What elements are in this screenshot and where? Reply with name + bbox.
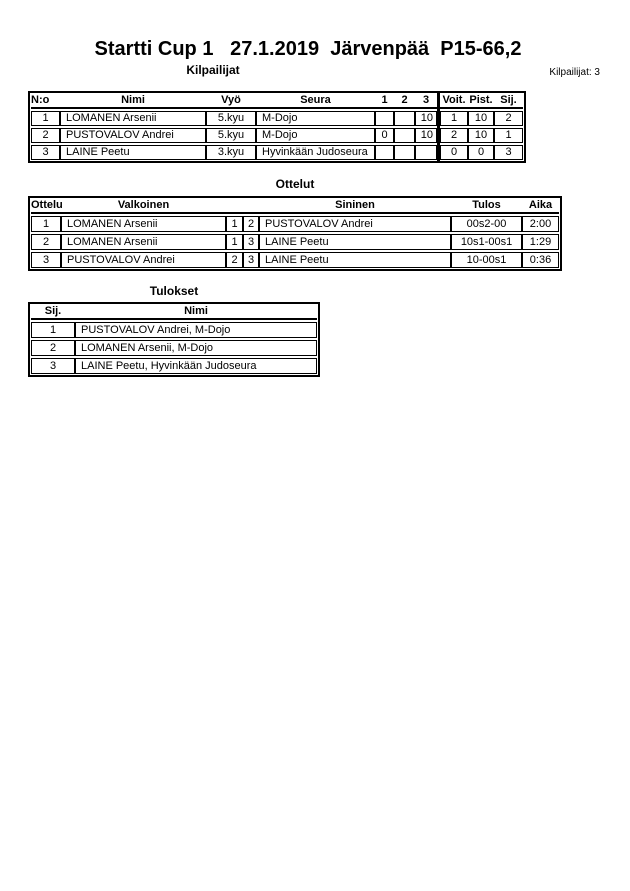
cell-result: 10-00s1 — [451, 252, 522, 268]
cell-blue-name: LAINE Peetu — [259, 252, 451, 268]
cell-white-no: 2 — [226, 252, 243, 268]
col-header-r2: 2 — [401, 94, 408, 106]
cell-match-no: 1 — [31, 216, 61, 232]
cell-place: 2 — [31, 340, 75, 356]
header-gap — [243, 199, 259, 212]
result-row — [31, 358, 317, 374]
cell-blue-no: 3 — [243, 252, 259, 268]
match-row — [31, 234, 559, 250]
cell-time: 0:36 — [522, 252, 559, 268]
cell-name: LOMANEN Arsenii — [60, 111, 206, 126]
results-header-row — [31, 305, 317, 320]
col-header-wins: Voit. — [442, 94, 466, 106]
cell-white-name: LOMANEN Arsenii — [61, 216, 226, 232]
cell-name: PUSTOVALOV Andrei, M-Dojo — [75, 322, 317, 338]
cell-place: 1 — [31, 322, 75, 338]
competitor-row — [31, 128, 523, 143]
cell-r3 — [415, 145, 437, 160]
cell-points: 10 — [468, 111, 494, 126]
matches-header-row — [31, 199, 559, 214]
cell-no: 1 — [31, 111, 60, 126]
cell-white-no: 1 — [226, 234, 243, 250]
header-gap — [226, 199, 243, 212]
cell-belt: 5.kyu — [206, 128, 256, 143]
cell-points: 0 — [468, 145, 494, 160]
cell-r1 — [375, 145, 394, 160]
result-row — [31, 322, 317, 338]
col-header-white: Valkoinen — [117, 199, 170, 211]
page-title: Startti Cup 1 27.1.2019 Järvenpää P15-66,2 — [94, 38, 522, 60]
cell-wins: 1 — [440, 111, 468, 126]
col-header-club: Seura — [300, 94, 331, 106]
matches-section-title: Ottelut — [275, 177, 315, 191]
match-row — [31, 252, 559, 268]
results-section-title: Tulokset — [149, 284, 199, 298]
col-header-no: N:o — [31, 94, 50, 106]
cell-time: 1:29 — [522, 234, 559, 250]
result-row — [31, 340, 317, 356]
col-header-time: Aika — [528, 199, 553, 211]
cell-wins: 0 — [440, 145, 468, 160]
thick-column-divider — [437, 93, 440, 161]
col-header-belt: Vyö — [221, 94, 241, 106]
cell-name: LAINE Peetu, Hyvinkään Judoseura — [75, 358, 317, 374]
cell-place: 1 — [494, 128, 523, 143]
col-header-r3: 3 — [422, 94, 430, 106]
match-row — [31, 216, 559, 232]
cell-club: M-Dojo — [256, 111, 375, 126]
cell-name: LOMANEN Arsenii, M-Dojo — [75, 340, 317, 356]
cell-result: 10s1-00s1 — [451, 234, 522, 250]
cell-belt: 5.kyu — [206, 111, 256, 126]
cell-r3: 10 — [415, 128, 437, 143]
cell-no: 3 — [31, 145, 60, 160]
cell-blue-no: 2 — [243, 216, 259, 232]
cell-time: 2:00 — [522, 216, 559, 232]
col-header-match: Ottelu — [31, 199, 63, 211]
cell-place: 3 — [494, 145, 523, 160]
cell-result: 00s2-00 — [451, 216, 522, 232]
cell-white-name: LOMANEN Arsenii — [61, 234, 226, 250]
matches-table — [28, 196, 562, 271]
cell-wins: 2 — [440, 128, 468, 143]
col-header-place: Sij. — [44, 305, 62, 317]
cell-r2 — [394, 128, 415, 143]
col-header-r1: 1 — [381, 94, 388, 106]
cell-no: 2 — [31, 128, 60, 143]
cell-points: 10 — [468, 128, 494, 143]
competitors-section-title: Kilpailijat — [186, 63, 240, 77]
cell-blue-name: PUSTOVALOV Andrei — [259, 216, 451, 232]
cell-name: PUSTOVALOV Andrei — [60, 128, 206, 143]
cell-white-no: 1 — [226, 216, 243, 232]
col-header-blue: Sininen — [335, 199, 375, 211]
col-header-name: Nimi — [184, 305, 208, 317]
cell-blue-name: LAINE Peetu — [259, 234, 451, 250]
results-table — [28, 302, 320, 377]
cell-match-no: 2 — [31, 234, 61, 250]
col-header-place: Sij. — [500, 94, 517, 106]
cell-place: 2 — [494, 111, 523, 126]
competitor-row — [31, 111, 523, 126]
cell-place: 3 — [31, 358, 75, 374]
col-header-points: Pist. — [469, 94, 493, 106]
cell-club: Hyvinkään Judoseura — [256, 145, 375, 160]
cell-match-no: 3 — [31, 252, 61, 268]
cell-blue-no: 3 — [243, 234, 259, 250]
col-header-result: Tulos — [472, 199, 501, 211]
cell-club: M-Dojo — [256, 128, 375, 143]
cell-name: LAINE Peetu — [60, 145, 206, 160]
competitor-row — [31, 145, 523, 160]
cell-r3: 10 — [415, 111, 437, 126]
cell-white-name: PUSTOVALOV Andrei — [61, 252, 226, 268]
competitors-header-row — [31, 94, 523, 109]
col-header-name: Nimi — [121, 94, 145, 106]
competitor-count: Kilpailijat: 3 — [549, 67, 600, 78]
cell-r2 — [394, 145, 415, 160]
cell-r1: 0 — [375, 128, 394, 143]
cell-belt: 3.kyu — [206, 145, 256, 160]
competitors-table — [28, 91, 526, 163]
cell-r1 — [375, 111, 394, 126]
cell-r2 — [394, 111, 415, 126]
